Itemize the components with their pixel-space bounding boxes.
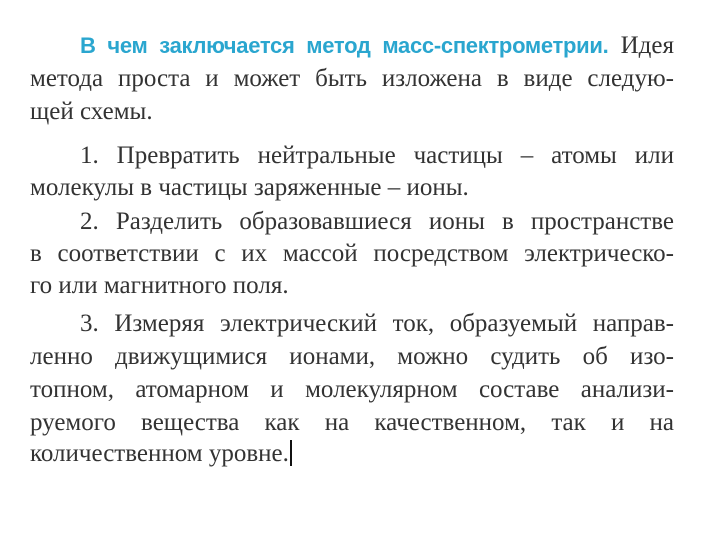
intro-text: Идея [608, 32, 674, 59]
section-heading: В чем заключается метод масс-спектрометрии. [80, 33, 609, 58]
step-1-line-2: молекулы в частицы заряженные – ионы. [30, 174, 469, 201]
step-3-line-1: 3. Измеряя электрический ток, образуемый направ- [80, 310, 674, 337]
step-2-line-1: 2. Разделить образовавшиеся ионы в пространстве [80, 208, 674, 235]
step-3-line-3: топном, атомарном и молекулярном составе анализи- [30, 376, 674, 403]
step-2-line-2: в соответствии с их массой посредством электрическо- [30, 240, 674, 267]
paragraph-intro-line-1 [80, 30, 674, 61]
step-2-line-3: го или магнитного поля. [30, 272, 289, 299]
paragraph-intro-line-3: щей схемы. [30, 98, 153, 125]
step-3-line-5 [30, 438, 674, 469]
step-3-line-2: ленно движущимися ионами, можно судить об изо- [30, 343, 674, 370]
paragraph-intro-line-2: метода проста и может быть изложена в виде следую- [30, 65, 674, 92]
step-3-line-4: руемого вещества как на качественном, так и на [30, 409, 674, 436]
text-cursor [290, 440, 292, 466]
step-3-final-text: количественном уровне. [30, 440, 289, 467]
step-1-line-1: 1. Превратить нейтральные частицы – атомы или [80, 142, 674, 169]
